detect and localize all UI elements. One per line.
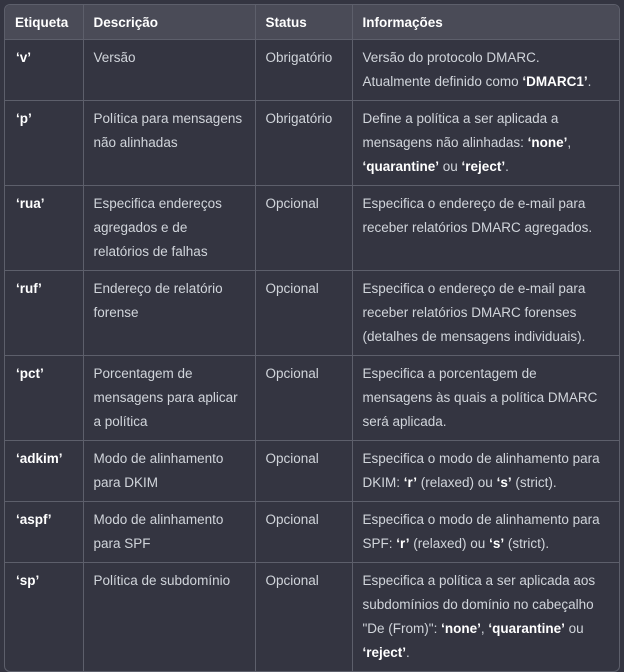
info-bold-value: ‘quarantine’	[488, 621, 565, 636]
info-text: ,	[480, 621, 489, 636]
info-bold-value: ‘r’	[396, 536, 410, 551]
cell-status: Opcional	[255, 563, 352, 672]
info-text: (relaxed) ou	[409, 536, 490, 551]
table-row	[5, 356, 619, 441]
info-text: Define a política a ser aplicada a mensagens não alinhadas:	[362, 111, 559, 150]
cell-tag: ‘v’	[5, 40, 83, 101]
info-bold-value: ‘none’	[527, 135, 568, 150]
cell-status: Opcional	[255, 356, 352, 441]
header-status: Status	[255, 5, 352, 40]
table-row	[5, 40, 619, 101]
cell-description: Porcentagem de mensagens para aplicar a política	[83, 356, 255, 441]
info-text: Especifica a política a ser aplicada aos subdomínios do domínio no cabeçalho "De (From)":	[362, 573, 596, 636]
cell-tag: ‘adkim’	[5, 441, 83, 502]
info-bold-value: ‘s’	[496, 475, 512, 490]
cell-description: Política de subdomínio	[83, 563, 255, 672]
info-bold-value: ‘reject’	[362, 645, 407, 660]
table-body	[5, 40, 619, 672]
cell-info	[352, 441, 619, 502]
cell-description: Versão	[83, 40, 255, 101]
cell-info	[352, 271, 619, 356]
cell-description: Modo de alinhamento para SPF	[83, 502, 255, 563]
cell-info	[352, 40, 619, 101]
info-bold-value: ‘DMARC1’	[522, 74, 588, 89]
cell-info	[352, 502, 619, 563]
cell-tag: ‘p’	[5, 101, 83, 186]
info-text: Especifica o endereço de e-mail para receber relatórios DMARC agregados.	[362, 196, 593, 235]
table-row	[5, 271, 619, 356]
info-text: ,	[567, 135, 572, 150]
cell-description: Endereço de relatório forense	[83, 271, 255, 356]
cell-tag: ‘aspf’	[5, 502, 83, 563]
info-text: ou	[439, 159, 462, 174]
cell-status: Opcional	[255, 186, 352, 271]
header-informacoes: Informações	[352, 5, 619, 40]
cell-status: Obrigatório	[255, 101, 352, 186]
cell-description: Modo de alinhamento para DKIM	[83, 441, 255, 502]
table-row	[5, 502, 619, 563]
table-row	[5, 441, 619, 502]
header-etiqueta: Etiqueta	[5, 5, 83, 40]
cell-status: Opcional	[255, 502, 352, 563]
cell-info	[352, 356, 619, 441]
cell-info	[352, 101, 619, 186]
info-bold-value: ‘reject’	[461, 159, 506, 174]
info-text: (strict).	[504, 536, 550, 551]
cell-tag: ‘ruf’	[5, 271, 83, 356]
info-text: .	[587, 74, 592, 89]
cell-tag: ‘rua’	[5, 186, 83, 271]
info-text: (strict).	[511, 475, 557, 490]
table-header-row	[5, 5, 619, 40]
cell-description: Política para mensagens não alinhadas	[83, 101, 255, 186]
table-row	[5, 101, 619, 186]
header-descricao: Descrição	[83, 5, 255, 40]
cell-info	[352, 563, 619, 672]
cell-tag: ‘sp’	[5, 563, 83, 672]
info-text: .	[505, 159, 509, 174]
info-text: Especifica o modo de alinhamento para SPF:	[362, 512, 600, 551]
cell-tag: ‘pct’	[5, 356, 83, 441]
cell-description: Especifica endereços agregados e de relatórios de falhas	[83, 186, 255, 271]
info-text: ou	[564, 621, 584, 636]
info-bold-value: ‘s’	[489, 536, 505, 551]
info-text: Especifica a porcentagem de mensagens às quais a política DMARC será aplicada.	[362, 366, 598, 429]
dmarc-tags-table-container	[4, 4, 620, 672]
info-text: (relaxed) ou	[417, 475, 497, 490]
cell-status: Opcional	[255, 271, 352, 356]
cell-status: Opcional	[255, 441, 352, 502]
info-text: Versão do protocolo DMARC. Atualmente definido como	[362, 50, 540, 89]
cell-status: Obrigatório	[255, 40, 352, 101]
table-row	[5, 563, 619, 672]
cell-info	[352, 186, 619, 271]
info-text: Especifica o modo de alinhamento para DKIM:	[362, 451, 600, 490]
info-text: Especifica o endereço de e-mail para receber relatórios DMARC forenses (detalhes de mensagens individuais).	[362, 281, 586, 344]
table-row	[5, 186, 619, 271]
dmarc-tags-table	[5, 5, 619, 671]
info-bold-value: ‘quarantine’	[362, 159, 440, 174]
info-bold-value: ‘r’	[403, 475, 418, 490]
info-bold-value: ‘none’	[441, 621, 481, 636]
info-text: .	[406, 645, 410, 660]
